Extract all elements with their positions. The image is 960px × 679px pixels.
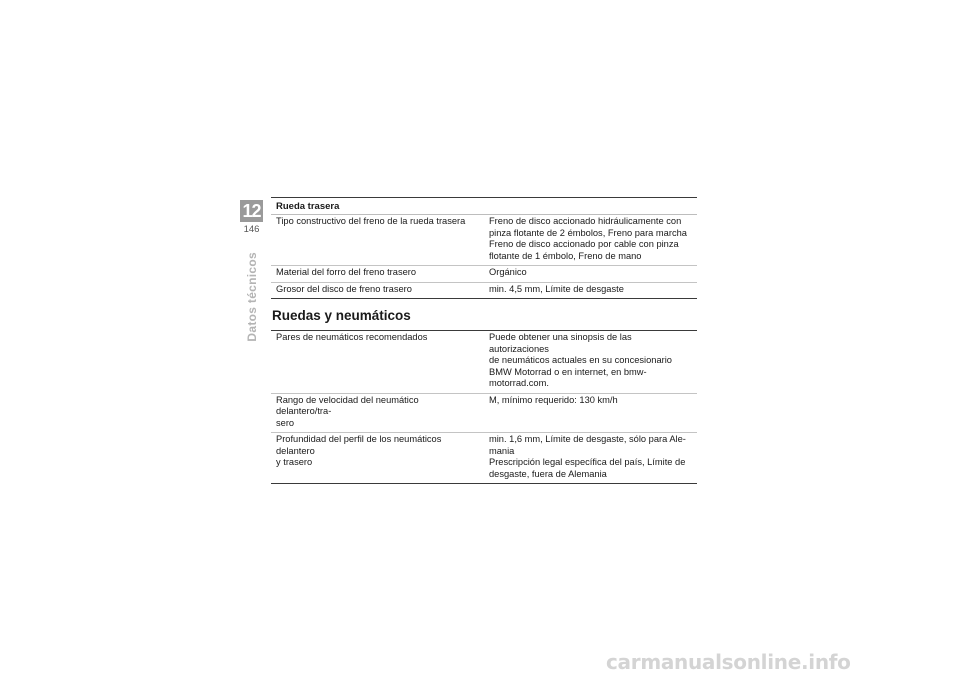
table-row — [271, 331, 697, 394]
value-line: Freno de disco accionado hidráulicamente con — [489, 216, 682, 226]
spec-label — [271, 283, 479, 299]
label-line: sero — [276, 417, 295, 428]
chapter-number-tab: 12 — [240, 200, 263, 222]
value-line: Puede obtener una sinopsis de las autorizaciones — [489, 332, 632, 354]
label-line: Profundidad del perfil de los neumáticos delantero — [276, 434, 442, 456]
wheels-tires-heading: Ruedas y neumáticos — [272, 308, 411, 323]
spec-label — [271, 266, 479, 282]
table-row — [271, 433, 697, 484]
value-line: min. 4,5 mm, Límite de desgaste — [489, 283, 624, 294]
spec-value — [479, 283, 697, 299]
value-line: de neumáticos actuales en su concesionario — [489, 355, 672, 365]
label-line: Tipo constructivo del freno de la rueda trasera — [276, 216, 466, 226]
chapter-side-title: Datos técnicos — [245, 252, 259, 342]
value-line: Prescripción legal específica del país, Límite de — [489, 457, 686, 467]
table-row — [271, 266, 697, 283]
value-line: min. 1,6 mm, Límite de desgaste, sólo para Ale- — [489, 434, 686, 444]
label-line: Material del forro del freno trasero — [276, 267, 417, 277]
value-line: desgaste, fuera de Alemania — [489, 468, 607, 479]
spec-label — [271, 394, 479, 433]
value-line: Orgánico — [489, 267, 527, 277]
spec-content — [271, 197, 697, 484]
spec-value — [479, 266, 697, 282]
rear-wheel-heading: Rueda trasera — [271, 198, 697, 215]
label-line: y trasero — [276, 457, 313, 467]
spec-value — [479, 394, 697, 433]
spec-value — [479, 433, 697, 483]
value-line: M, mínimo requerido: 130 km/h — [489, 394, 618, 405]
value-line: mania — [489, 445, 515, 456]
spec-value — [479, 215, 697, 265]
label-line: Grosor del disco de freno trasero — [276, 283, 412, 294]
value-line: motorrad.com. — [489, 378, 549, 388]
value-line: pinza flotante de 2 émbolos, Freno para marcha — [489, 227, 687, 238]
label-line: Pares de neumáticos recomendados — [276, 332, 428, 342]
label-line: Rango de velocidad del neumático delantero/tra- — [276, 394, 419, 416]
value-line: flotante de 1 émbolo, Freno de mano — [489, 250, 642, 261]
table-row — [271, 283, 697, 300]
spec-value — [479, 331, 697, 393]
spec-label — [271, 433, 479, 483]
spec-label — [271, 215, 479, 265]
value-line: BMW Motorrad o en internet, en bmw- — [489, 366, 647, 377]
table-row — [271, 215, 697, 266]
table-row — [271, 394, 697, 434]
site-watermark: carmanualsonline.info — [606, 650, 851, 674]
value-line: Freno de disco accionado por cable con pinza — [489, 239, 679, 249]
page-number: 146 — [243, 224, 260, 235]
spec-label — [271, 331, 479, 393]
